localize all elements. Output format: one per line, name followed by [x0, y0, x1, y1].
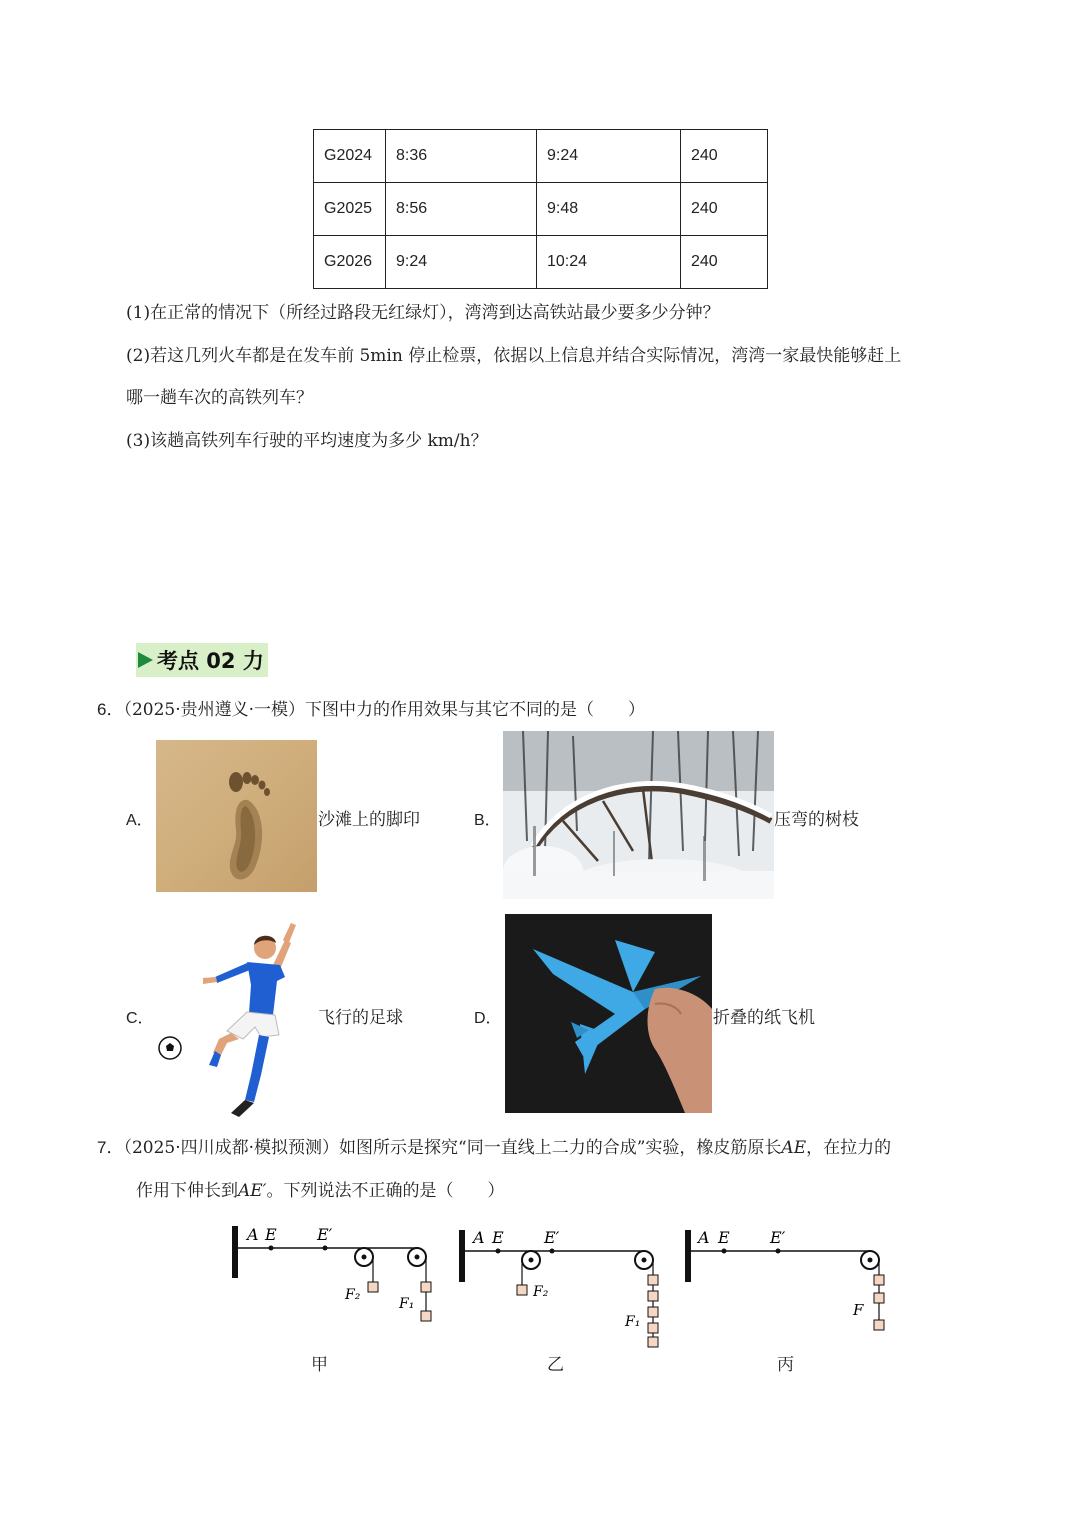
label-f2: F₂	[345, 1287, 361, 1303]
table-cell: 8:56	[386, 183, 537, 236]
problem-6-stem	[97, 700, 645, 720]
label-e-prime: E′	[770, 1228, 786, 1247]
table-cell: 9:24	[386, 236, 537, 289]
option-a-caption: 沙滩上的脚印	[318, 810, 420, 830]
label-f: F	[853, 1301, 864, 1319]
table-cell: 9:48	[537, 183, 681, 236]
option-d-letter: D．	[474, 1010, 502, 1027]
question-3: (3)该趟高铁列车行驶的平均速度为多少 km/h？	[126, 431, 488, 451]
table-cell: G2025	[314, 183, 386, 236]
train-timetable	[313, 129, 768, 289]
section-heading-bar	[136, 643, 268, 677]
problem-text: 。下列说法不正确的是（ ）	[266, 1181, 505, 1201]
label-f1: F₁	[399, 1296, 415, 1312]
diagram-caption: 丙	[777, 1355, 794, 1375]
table-cell: 10:24	[537, 236, 681, 289]
label-f1: F₁	[625, 1314, 641, 1330]
option-c-caption: 飞行的足球	[318, 1008, 403, 1028]
table-cell: 240	[681, 130, 768, 183]
table-row	[314, 130, 768, 183]
table-row	[314, 236, 768, 289]
math-variable: AE′	[238, 1181, 267, 1201]
math-variable: AE	[781, 1138, 807, 1158]
problem-number: 6．	[97, 700, 124, 719]
question-1: (1)在正常的情况下（所经过路段无红绿灯），湾湾到达高铁站最少要多少分钟？	[126, 303, 720, 323]
problem-7-stem-line-1	[97, 1138, 891, 1158]
table-cell: G2024	[314, 130, 386, 183]
folded-paper-airplane-image	[505, 914, 712, 1113]
problem-text: （2025·贵州遵义·一模）下图中力的作用效果与其它不同的是（ ）	[123, 700, 646, 720]
question-2-line-2: 哪一趟车次的高铁列车？	[126, 388, 313, 408]
soccer-player-kicking-ball-image	[155, 915, 315, 1120]
table-cell: 9:24	[537, 130, 681, 183]
table-cell: G2026	[314, 236, 386, 289]
label-e-prime: E′	[317, 1225, 333, 1244]
table-cell: 240	[681, 236, 768, 289]
problem-7-stem-line-2	[136, 1181, 505, 1201]
label-a: A	[473, 1228, 485, 1247]
option-b-letter: B．	[474, 812, 501, 829]
option-c-letter: C．	[126, 1010, 154, 1027]
label-e: E	[492, 1228, 504, 1247]
diagram-caption: 甲	[311, 1355, 328, 1375]
bent-snowy-branch-image	[503, 731, 774, 899]
label-e: E	[718, 1228, 730, 1247]
play-arrow-icon	[138, 652, 153, 668]
diagram-jia	[225, 1222, 440, 1327]
section-heading	[136, 643, 268, 677]
problem-text: （2025·四川成都·模拟预测）如图所示是探究“同一直线上二力的合成”实验，橡皮筋原长	[123, 1138, 782, 1158]
footprint-in-sand-image	[156, 740, 317, 892]
question-2-line-1: (2)若这几列火车都是在发车前 5min 停止检票，依据以上信息并结合实际情况，湾湾一家最快能够赶上	[126, 346, 902, 366]
table-cell: 8:36	[386, 130, 537, 183]
label-e-prime: E′	[544, 1228, 560, 1247]
problem-text: ，在拉力的	[806, 1138, 892, 1158]
problem-number: 7．	[97, 1138, 124, 1157]
label-e: E	[265, 1225, 277, 1244]
label-f2: F₂	[533, 1284, 549, 1300]
label-a: A	[698, 1228, 710, 1247]
table-cell: 240	[681, 183, 768, 236]
diagram-bing	[680, 1222, 895, 1337]
diagram-yi	[453, 1222, 668, 1352]
section-title: 考点 02 力	[157, 649, 264, 673]
diagram-caption: 乙	[547, 1355, 564, 1375]
table-row	[314, 183, 768, 236]
problem-text: 作用下伸长到	[136, 1181, 238, 1201]
option-a-letter: A．	[126, 812, 153, 829]
option-b-caption: 压弯的树枝	[774, 810, 859, 830]
option-d-caption: 折叠的纸飞机	[713, 1008, 815, 1028]
label-a: A	[247, 1225, 259, 1244]
